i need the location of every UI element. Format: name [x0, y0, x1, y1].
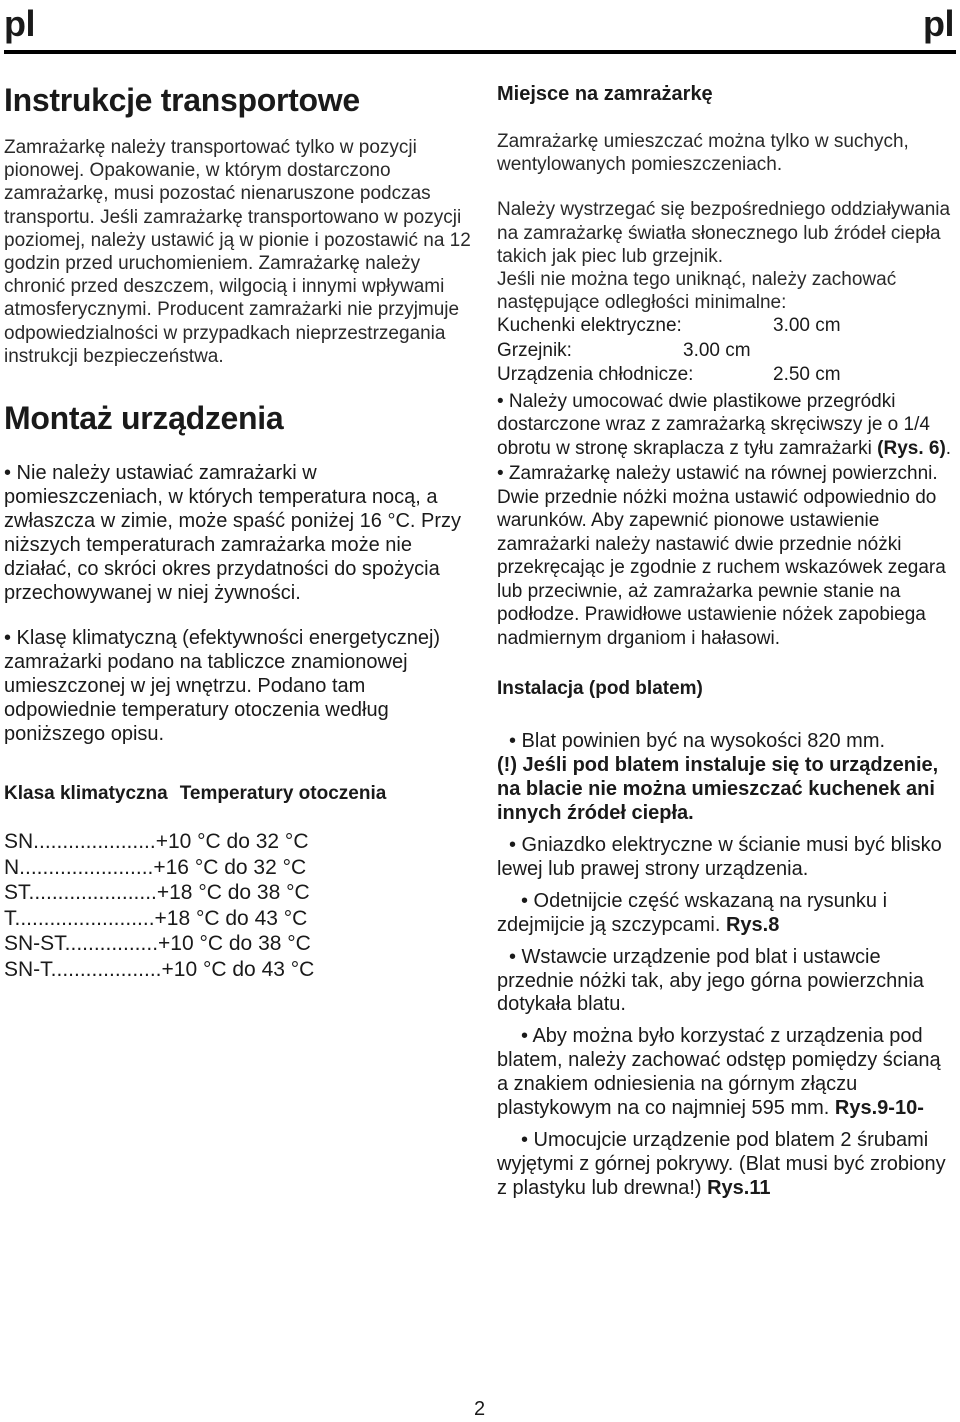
- spacing-label: Grzejnik:: [497, 339, 572, 361]
- placement-p2: Należy wystrzegać się bezpośredniego oddziaływania na zamrażarkę światła słonecznego lub źródeł ciepła takich jak piec lub grzejnik.: [497, 199, 951, 267]
- install-gap-text: • Aby można było korzystać z urządzenia pod blatem, należy zachować odstęp pomiędzy ścianą a znakiem odniesienia na górnym złączu plastykowym na co najmniej 595 mm.: [497, 1025, 941, 1120]
- climate-table-header: [4, 783, 472, 805]
- transport-text: Zamrażarkę należy transportować tylko w pozycji pionowej. Opakowanie, w którym dostarczono zamrażarkę, musi pozostać nienaruszone podczas transportu. Jeśli zamrażarkę transportowano w pozycji poziomej, należy ustawić ją w pionie i pozostawić na 12 godzin przed uruchomieniem. Zamrażarkę należy chronić przed deszczem, wilgocią i innymi wpływami atmosferycznymi. Producent zamrażarki nie przyjmuje odpowiedzialności w przypadkach nieprzestrzegania instrukcji bezpieczeństwa.: [4, 137, 471, 367]
- bullet-climate-class: • Klasę klimatyczną (efektywności energetycznej) zamrażarki podano na tabliczce znamionowej umieszczonej w jej wnętrzu. Podano tam odpowiednie temperatury otoczenia według poniższego opisu.: [4, 627, 441, 746]
- bullet-temperature: • Nie należy ustawiać zamrażarki w pomieszczeniach, w których temperatura nocą, a zwłaszcza w zimie, może spaść poniżej 16 °C. Przy niższych temperaturach zamrażarka może nie działać, co skróci okres przydatności do spożycia przechowywanej w niej żywności.: [4, 462, 462, 604]
- bullet-spacers-text: • Należy umocować dwie plastikowe przegródki dostarczone wraz z zamrażarką skręciwszy je o 1/4 obrotu w stronę skraplacza z tyłu zamrażarki: [497, 390, 930, 459]
- left-column: [4, 74, 472, 982]
- fig-ref: Rys.8: [725, 913, 780, 936]
- bullet-spacers: [497, 390, 957, 461]
- placement-p3: Jeśli nie można tego uniknąć, należy zachować następujące odległości minimalne:: [497, 269, 897, 314]
- install-cut-text: • Odetnijcie część wskazaną na rysunku i zdejmijcie ją szczypcami.: [497, 889, 888, 936]
- climate-row: SN-ST................+10 °C do 38 °C: [4, 932, 311, 955]
- right-column: [497, 80, 957, 1201]
- installation-title: Montaż urządzenia: [4, 400, 284, 437]
- undercounter-title: Instalacja (pod blatem): [497, 678, 703, 700]
- climate-row: SN-T...................+10 °C do 43 °C: [4, 957, 315, 981]
- install-screws: [497, 1129, 957, 1201]
- bullet-spacers-end: .: [945, 437, 952, 459]
- language-code-left: pl: [4, 3, 35, 44]
- spacing-row: [497, 314, 957, 339]
- spacing-row: [497, 363, 957, 388]
- spacing-label: Urządzenia chłodnicze:: [497, 364, 694, 386]
- spacing-label: Kuchenki elektryczne:: [497, 315, 682, 337]
- spacing-value: 2.50 cm: [773, 364, 841, 386]
- install-cut: [497, 890, 957, 938]
- install-gap: [497, 1025, 957, 1121]
- fig-ref: (Rys. 6): [877, 437, 946, 459]
- spacing-row: [497, 339, 957, 364]
- climate-row: T........................+18 °C do 43 °C: [4, 906, 308, 930]
- spacing-value: 3.00 cm: [773, 315, 841, 337]
- placement-title: Miejsce na zamrażarkę: [497, 83, 713, 105]
- install-feet: • Wstawcie urządzenie pod blat i ustawcie przednie nóżki tak, aby jego górna powierzchnia dotykała blatu.: [497, 945, 924, 1016]
- bullet-leveling: • Zamrażarkę należy ustawić na równej powierzchni. Dwie przednie nóżki można ustawić odpowiednio do warunków. Aby zapewnić pionowe ustawienie zamrażarki należy nastawić dwie przednie nóżki przekręcając je zgodnie z ruchem wskazówek zegara lub przeciwnie, aż zamrażarka pewnie stanie na podłodze. Prawidłowe ustawienie nóżek zapobiega nadmiernym drganiom i hałasowi.: [497, 463, 946, 649]
- page-number: 2: [474, 1398, 486, 1420]
- climate-class-heading: Klasa klimatyczna: [4, 783, 168, 804]
- ambient-temp-heading: Temperatury otoczenia: [179, 783, 387, 804]
- language-code-right: pl: [923, 3, 954, 44]
- climate-row: N.......................+16 °C do 32 °C: [4, 855, 307, 879]
- install-screws-text: • Umocujcie urządzenie pod blatem 2 śrubami wyjętymi z górnej pokrywy. (Blat musi być zrobiony z plastyku lub drewna!): [497, 1129, 946, 1199]
- climate-table: [4, 829, 472, 982]
- fig-ref: Rys.11: [707, 1176, 771, 1199]
- spacing-value: 3.00 cm: [683, 339, 751, 361]
- climate-row: ST......................+18 °C do 38 °C: [4, 881, 310, 904]
- install-socket: • Gniazdko elektryczne w ścianie musi być blisko lewej lub prawej strony urządzenia.: [497, 834, 942, 880]
- header-rule: [4, 50, 956, 54]
- install-warning: (!) Jeśli pod blatem instaluje się to urządzenie, na blacie nie można umieszczać kuchenek ani innych źródeł ciepła.: [497, 754, 939, 825]
- placement-p1: Zamrażarkę umieszczać można tylko w suchych, wentylowanych pomieszczeniach.: [497, 131, 909, 176]
- fig-ref: Rys.9-10-: [834, 1097, 924, 1120]
- install-height: • Blat powinien być na wysokości 820 mm.: [509, 730, 886, 753]
- climate-row: SN.....................+10 °C do 32 °C: [4, 830, 309, 853]
- transport-title: Instrukcje transportowe: [4, 82, 360, 118]
